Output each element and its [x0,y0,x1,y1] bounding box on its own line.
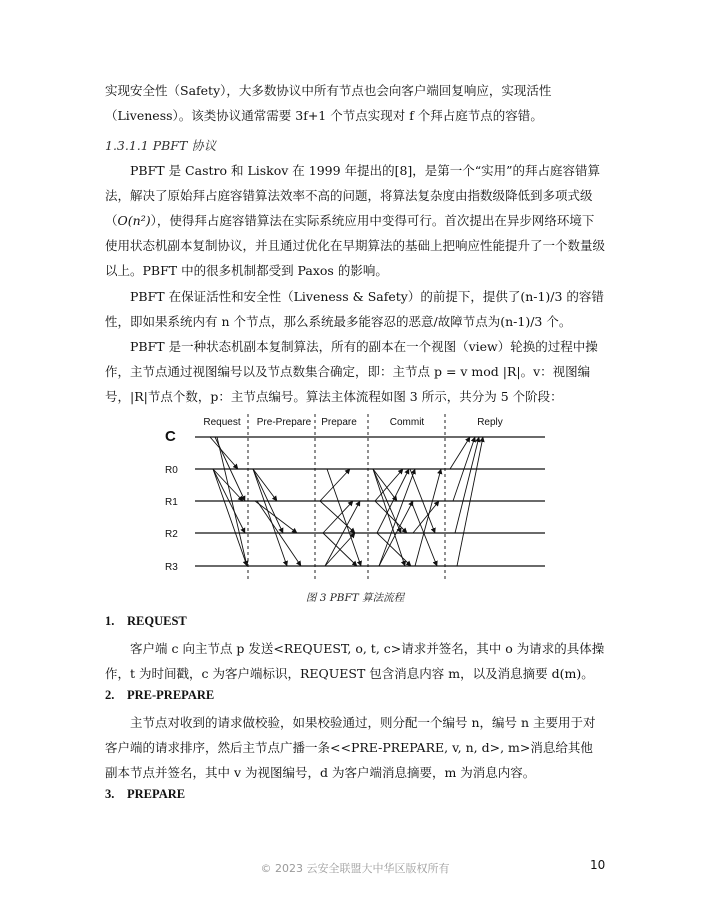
node-label-r3: R3 [165,562,178,573]
pbft-flow-diagram [165,410,555,585]
paragraph-pbft-history [105,158,605,283]
step-title: PREPARE [127,787,186,801]
phase-label-prepare: Prepare [321,417,357,428]
message-arrow [323,501,353,533]
phase-label-reply: Reply [477,417,503,428]
step-prepare-heading [105,787,185,802]
message-arrow [373,469,405,566]
step-request-text: 客户端 c 向主节点 p 发送<REQUEST, o, t, c>请求并签名，其中 o 为请求的具体操作，t 为时间戳，c 为客户端标识，REQUEST 包含消息内容 m，以及消息摘要 d(m)。 [105,641,605,681]
paragraph-fault-tolerance: PBFT 在保证活性和安全性（Liveness & Safety）的前提下，提供了(n-1)/3 的容错性，即如果系统内有 n 个节点，那么系统最多能容忍的恶意/故障节点为(n-1)/3 个。 [105,289,604,329]
figure-caption: 图 3 PBFT 算法流程 [305,592,405,604]
step-number: 2. [105,688,115,702]
subsection-title: 1.3.1.1 PBFT 协议 [105,138,217,153]
step-preprepare-text: 主节点对收到的请求做校验，如果校验通过，则分配一个编号 n，编号 n 主要用于对客户端的请求排序，然后主节点广播一条<<PRE-PREPARE, v, n, d>, m>消息给其他副本节点并签名，其中 v 为视图编号，d 为客户端消息摘要，m 为消息内容。 [105,715,596,780]
step-request-heading [105,614,187,629]
step-title: PRE-PREPARE [127,688,215,702]
node-label-c: C [165,428,176,445]
message-arrow [375,469,403,501]
node-label-r2: R2 [165,529,178,540]
pbft-history-part2: ），使得拜占庭容错算法在实际系统应用中变得可行。首次提出在异步网络环境下使用状态机副本复制协议，并且通过优化在早期算法的基础上把响应性能提升了一个数量级以上。PBFT 中的很多机制都受到 Paxos 的影响。 [105,213,606,278]
step-number: 3. [105,787,115,801]
step-preprepare-heading [105,688,214,703]
pbft-history-part1: PBFT 是 Castro 和 Liskov 在 1999 年提出的[8]，是第一个“实用”的拜占庭容错算法，解决了原始拜占庭容错算法效率不高的问题，将算法复杂度由指数级降低到多项式级（ [105,163,601,228]
page-number: 10 [590,858,606,872]
phase-label-request: Request [203,417,241,428]
message-arrow [327,469,361,566]
message-arrow [253,469,287,566]
node-label-r0: R0 [165,465,178,476]
message-arrow [255,501,297,533]
message-arrow [415,469,441,566]
message-arrow [450,437,470,469]
message-arrow [213,469,247,566]
footer-copyright: © 2023 云安全联盟大中华区版权所有 [260,862,450,875]
node-label-r1: R1 [165,497,178,508]
paragraph-state-machine: PBFT 是一种状态机副本复制算法，所有的副本在一个视图（view）轮换的过程中操作，主节点通过视图编号以及节点数集合确定，即：主节点 p = v mod |R|。v：视图编号，|R|节点个数，p：主节点编号。算法主体流程如图 3 所示，共分为 5 个阶段： [105,339,598,404]
message-arrow [320,469,350,501]
step-title: REQUEST [127,614,187,628]
step-number: 1. [105,614,115,628]
message-arrow [210,437,238,469]
paragraph-intro: 实现安全性（Safety），大多数协议中所有节点也会向客户端回复响应，实现活性（Liveness）。该类协议通常需要 3f+1 个节点实现对 f 个拜占庭节点的容错。 [105,83,552,123]
phase-label-pre-prepare: Pre-Prepare [256,417,312,428]
complexity-formula: O(n²) [117,213,151,228]
phase-label-commit: Commit [389,417,425,428]
message-arrow [253,469,277,501]
message-arrow [413,501,439,533]
